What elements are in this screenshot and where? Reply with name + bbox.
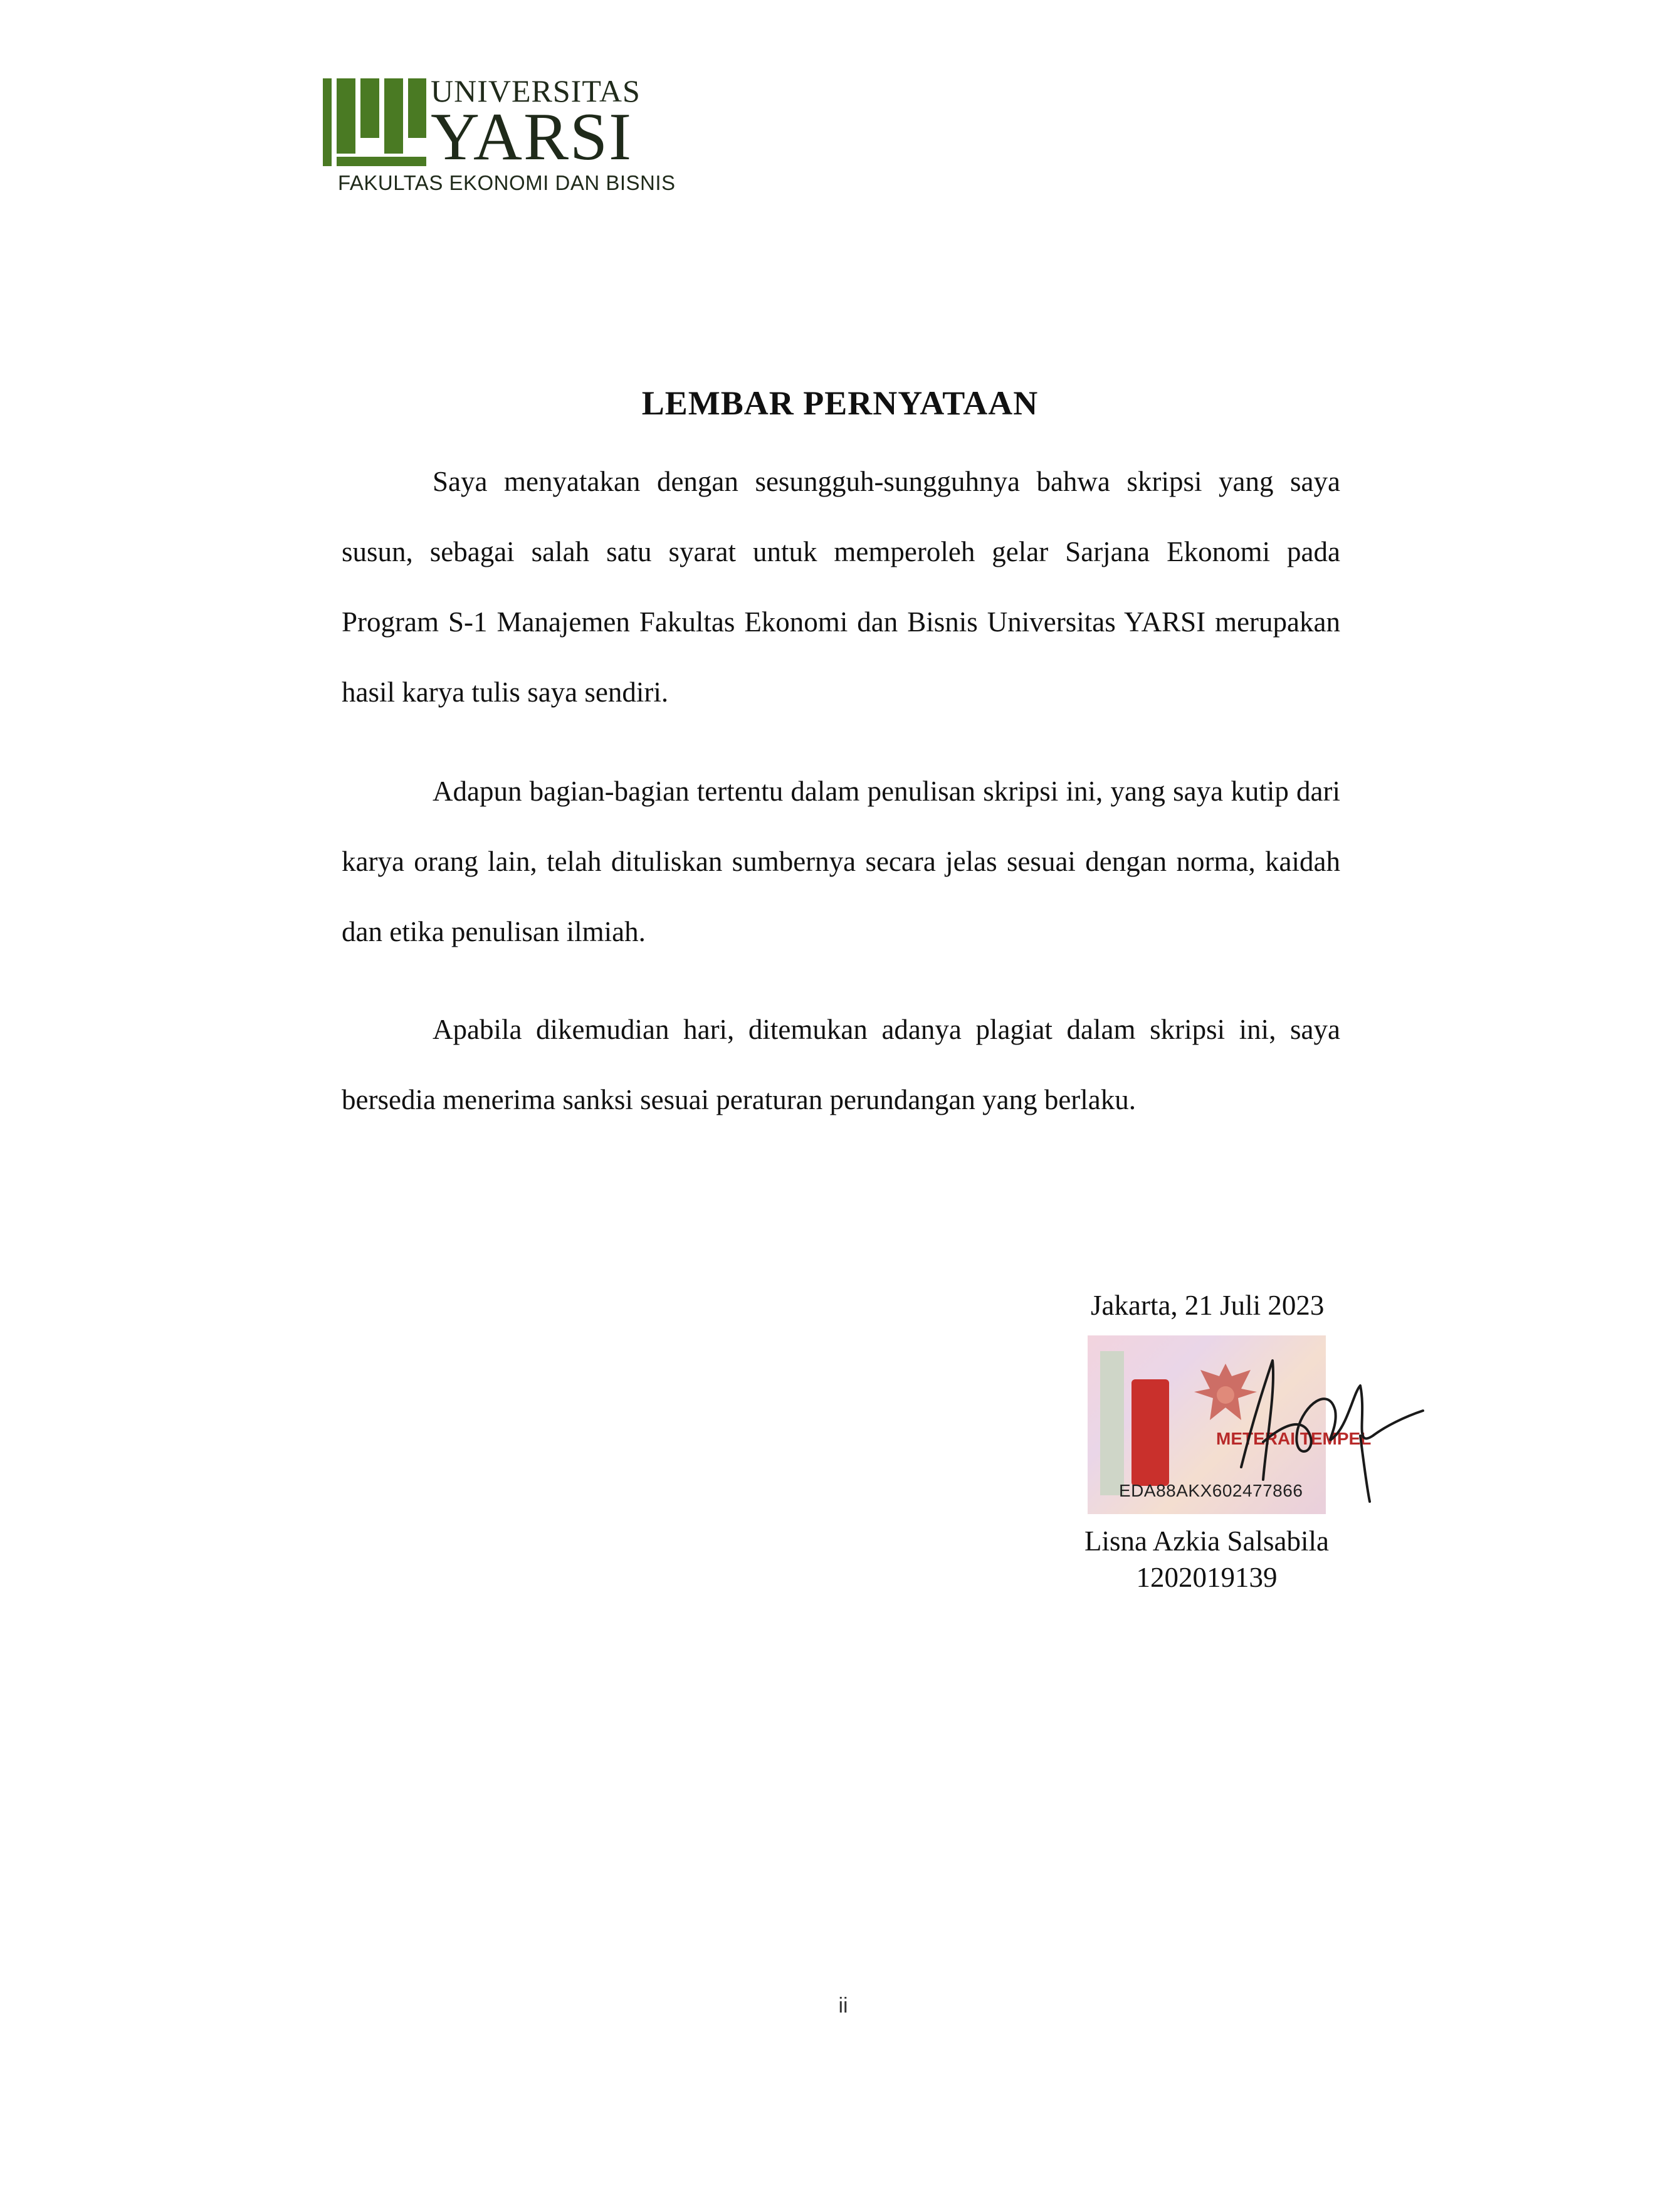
place-date: Jakarta, 21 Juli 2023 <box>1091 1290 1325 1321</box>
statement-paragraph-1: Saya menyatakan dengan sesungguh-sungguhnya bahwa skripsi yang saya susun, sebagai salah satu syarat untuk memperoleh gelar Sarjana Ekonomi pada Program S-1 Manajemen Fakultas Ekonomi dan Bisnis Universitas YARSI merupakan hasil karya tulis saya sendiri. <box>342 466 1340 708</box>
stamp-label: METERAI TEMPEL <box>1216 1429 1372 1448</box>
page-title: LEMBAR PERNYATAAN <box>641 384 1039 422</box>
logo-yarsi-text: YARSI <box>431 100 633 174</box>
statement-paragraph-2: Adapun bagian-bagian tertentu dalam penulisan skripsi ini, yang saya kutip dari karya orang lain, telah dituliskan sumbernya secara jelas sesuai dengan norma, kaidah dan etika penulisan ilmiah. <box>342 776 1340 947</box>
page-number: ii <box>838 1994 848 2018</box>
statement-paragraph-3: Apabila dikemudian hari, ditemukan adanya plagiat dalam skripsi ini, saya bersedia menerima sanksi sesuai peraturan perundangan yang berlaku. <box>342 1014 1340 1115</box>
signer-name: Lisna Azkia Salsabila <box>1084 1525 1329 1557</box>
yarsi-logo-mark-icon <box>323 78 426 166</box>
handwritten-signature <box>1229 1342 1429 1511</box>
stamp-serial: EDA88AKX602477866 <box>1119 1481 1303 1500</box>
logo-universitas-text: UNIVERSITAS <box>431 73 641 108</box>
university-logo <box>323 72 676 204</box>
stamp-side-strip <box>1100 1351 1124 1495</box>
student-id: 1202019139 <box>1136 1562 1278 1593</box>
logo-faculty-text: FAKULTAS EKONOMI DAN BISNIS <box>338 171 676 194</box>
stamp-value-block <box>1131 1379 1169 1486</box>
